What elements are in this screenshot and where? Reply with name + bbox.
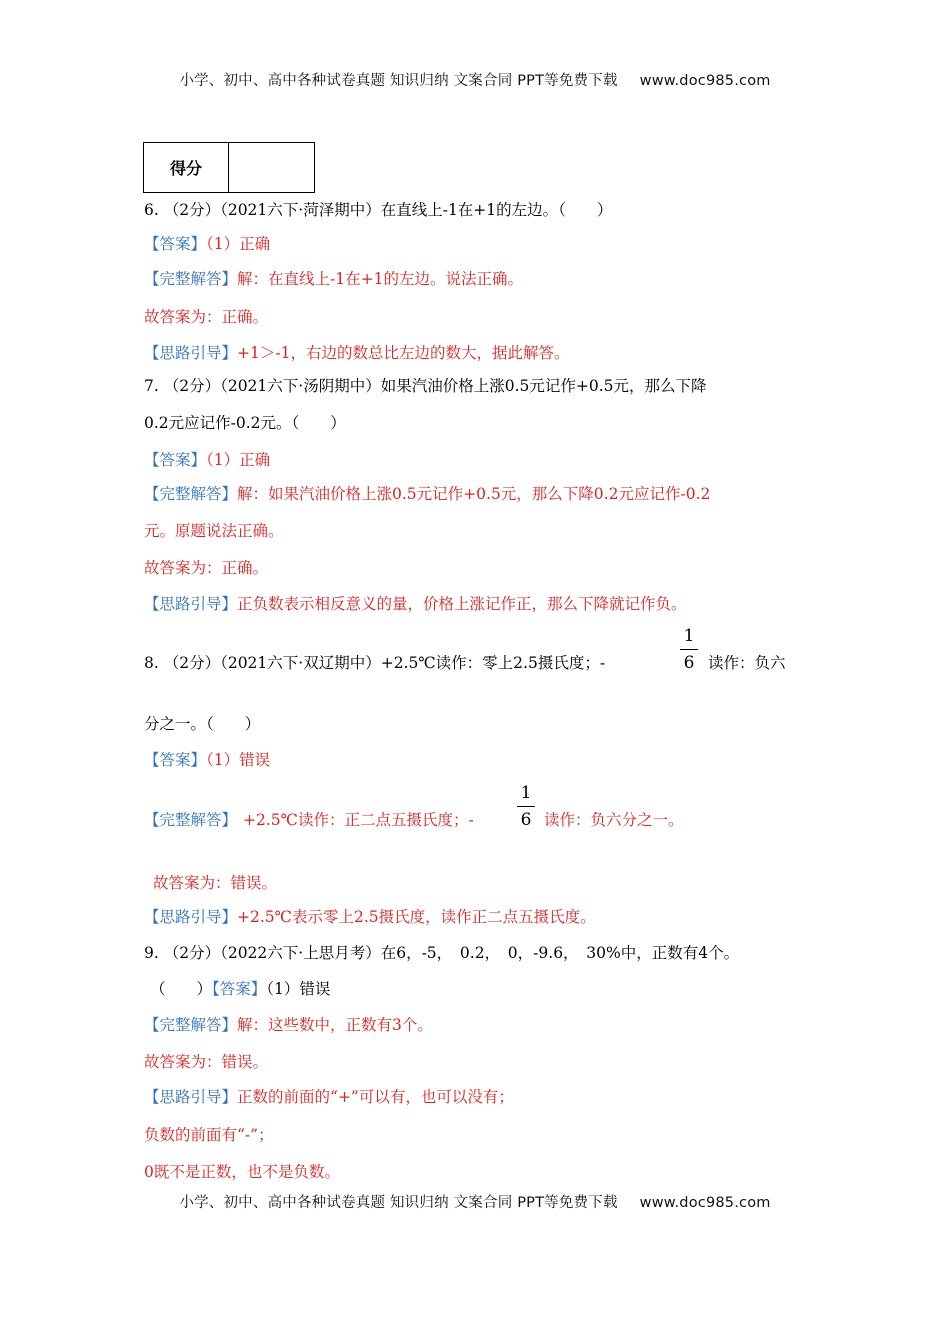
q6-conclusion: 故答案为：正确。 xyxy=(144,308,269,326)
hint-tag: 【思路引导】 xyxy=(144,908,238,926)
solution-tag: 【完整解答】 xyxy=(144,811,238,829)
header-text: 小学、初中、高中各种试卷真题 知识归纳 文案合同 PPT等免费下载 xyxy=(179,73,618,89)
fraction-bar xyxy=(517,806,535,807)
q9-hint-text: 正数的前面的“+”可以有，也可以没有； xyxy=(237,1088,514,1106)
fraction-bar xyxy=(680,649,698,650)
q8-hint xyxy=(144,907,596,927)
q7-conclusion: 故答案为：正确。 xyxy=(144,559,269,577)
q6-hint-text: +1＞-1，右边的数总比左边的数大，据此解答。 xyxy=(237,344,570,362)
solution-tag: 【完整解答】 xyxy=(144,485,238,503)
q8-stem-part2: 读作：负六 xyxy=(708,654,786,672)
score-label: 得分 xyxy=(144,143,229,192)
hint-tag: 【思路引导】 xyxy=(144,1088,238,1106)
page-footer xyxy=(0,1191,950,1212)
header-site-link[interactable]: www.doc985.com xyxy=(639,73,771,89)
q9-hint-line1 xyxy=(144,1087,514,1107)
q9-paren: （ ） xyxy=(150,980,213,998)
q9-solution-text: 解：这些数中，正数有3个。 xyxy=(237,1016,433,1034)
q8-answer xyxy=(144,750,270,770)
q6-answer-text: （1）正确 xyxy=(206,235,271,253)
answer-tag: 【答案】 xyxy=(212,980,267,998)
hint-tag: 【思路引导】 xyxy=(144,344,238,362)
answer-tag: 【答案】 xyxy=(144,235,207,253)
q9-conclusion: 故答案为：错误。 xyxy=(144,1053,269,1071)
q8-conclusion: 故答案为：错误。 xyxy=(153,874,278,892)
q6-solution xyxy=(144,269,523,289)
q6-hint xyxy=(144,343,569,363)
q8-answer-text: （1）错误 xyxy=(206,751,271,769)
fraction-denominator: 6 xyxy=(683,653,695,673)
q7-hint-text: 正负数表示相反意义的量，价格上涨记作正，那么下降就记作负。 xyxy=(237,595,687,613)
q7-solution-line2: 元。原题说法正确。 xyxy=(144,522,284,540)
fraction-denominator: 6 xyxy=(520,810,532,830)
q9-answer-text: （1）错误 xyxy=(266,980,331,998)
q6-solution-text: 解：在直线上-1在+1的左边。说法正确。 xyxy=(237,270,523,288)
q8-solution-part1 xyxy=(144,810,474,830)
q9-stem-line1: 9. （2分）（2022六下·上思月考）在6，-5， 0.2， 0，-9.6， 30%中，正数有4个。 xyxy=(144,944,740,962)
fraction-numerator: 1 xyxy=(683,626,695,646)
q7-stem-line1: 7. （2分）（2021六下·汤阴期中）如果汽油价格上涨0.5元记作+0.5元，那么下降 xyxy=(144,377,707,395)
q9-solution xyxy=(144,1015,433,1035)
solution-tag: 【完整解答】 xyxy=(144,1016,238,1034)
q7-stem-line2: 0.2元应记作-0.2元。（ ） xyxy=(144,414,346,432)
q7-solution-line1 xyxy=(144,484,710,504)
footer-text: 小学、初中、高中各种试卷真题 知识归纳 文案合同 PPT等免费下载 xyxy=(179,1195,618,1211)
q9-stem-line2 xyxy=(150,979,330,999)
q8-stem-part1: 8. （2分）（2021六下·双辽期中）+2.5℃读作：零上2.5摄氏度；- xyxy=(144,654,606,672)
q7-solution-text: 解：如果汽油价格上涨0.5元记作+0.5元，那么下降0.2元应记作-0.2 xyxy=(237,485,711,503)
solution-tag: 【完整解答】 xyxy=(144,270,238,288)
q7-answer xyxy=(144,450,270,470)
score-box xyxy=(143,142,315,193)
q7-hint xyxy=(144,594,687,614)
footer-site-link[interactable]: www.doc985.com xyxy=(639,1195,771,1211)
q6-answer xyxy=(144,234,270,254)
fraction-numerator: 1 xyxy=(520,783,532,803)
page-header xyxy=(0,69,950,90)
q9-hint-line2: 负数的前面有“-”； xyxy=(144,1126,274,1144)
q8-stem-fraction xyxy=(680,625,698,674)
q7-answer-text: （1）正确 xyxy=(206,451,271,469)
q8-stem-line2: 分之一。（ ） xyxy=(144,715,261,733)
score-value-cell xyxy=(229,143,314,192)
answer-tag: 【答案】 xyxy=(144,751,207,769)
q8-hint-text: +2.5℃表示零上2.5摄氏度，读作正二点五摄氏度。 xyxy=(237,908,596,926)
hint-tag: 【思路引导】 xyxy=(144,595,238,613)
q6-stem: 6. （2分）（2021六下·菏泽期中）在直线上-1在+1的左边。（ ） xyxy=(144,201,613,219)
q9-hint-line3: 0既不是正数，也不是负数。 xyxy=(144,1163,340,1181)
q8-solution-text: +2.5℃读作：正二点五摄氏度；- xyxy=(243,811,474,829)
q8-solution-part2: 读作：负六分之一。 xyxy=(544,811,684,829)
answer-tag: 【答案】 xyxy=(144,451,207,469)
q8-solution-fraction xyxy=(517,782,535,831)
